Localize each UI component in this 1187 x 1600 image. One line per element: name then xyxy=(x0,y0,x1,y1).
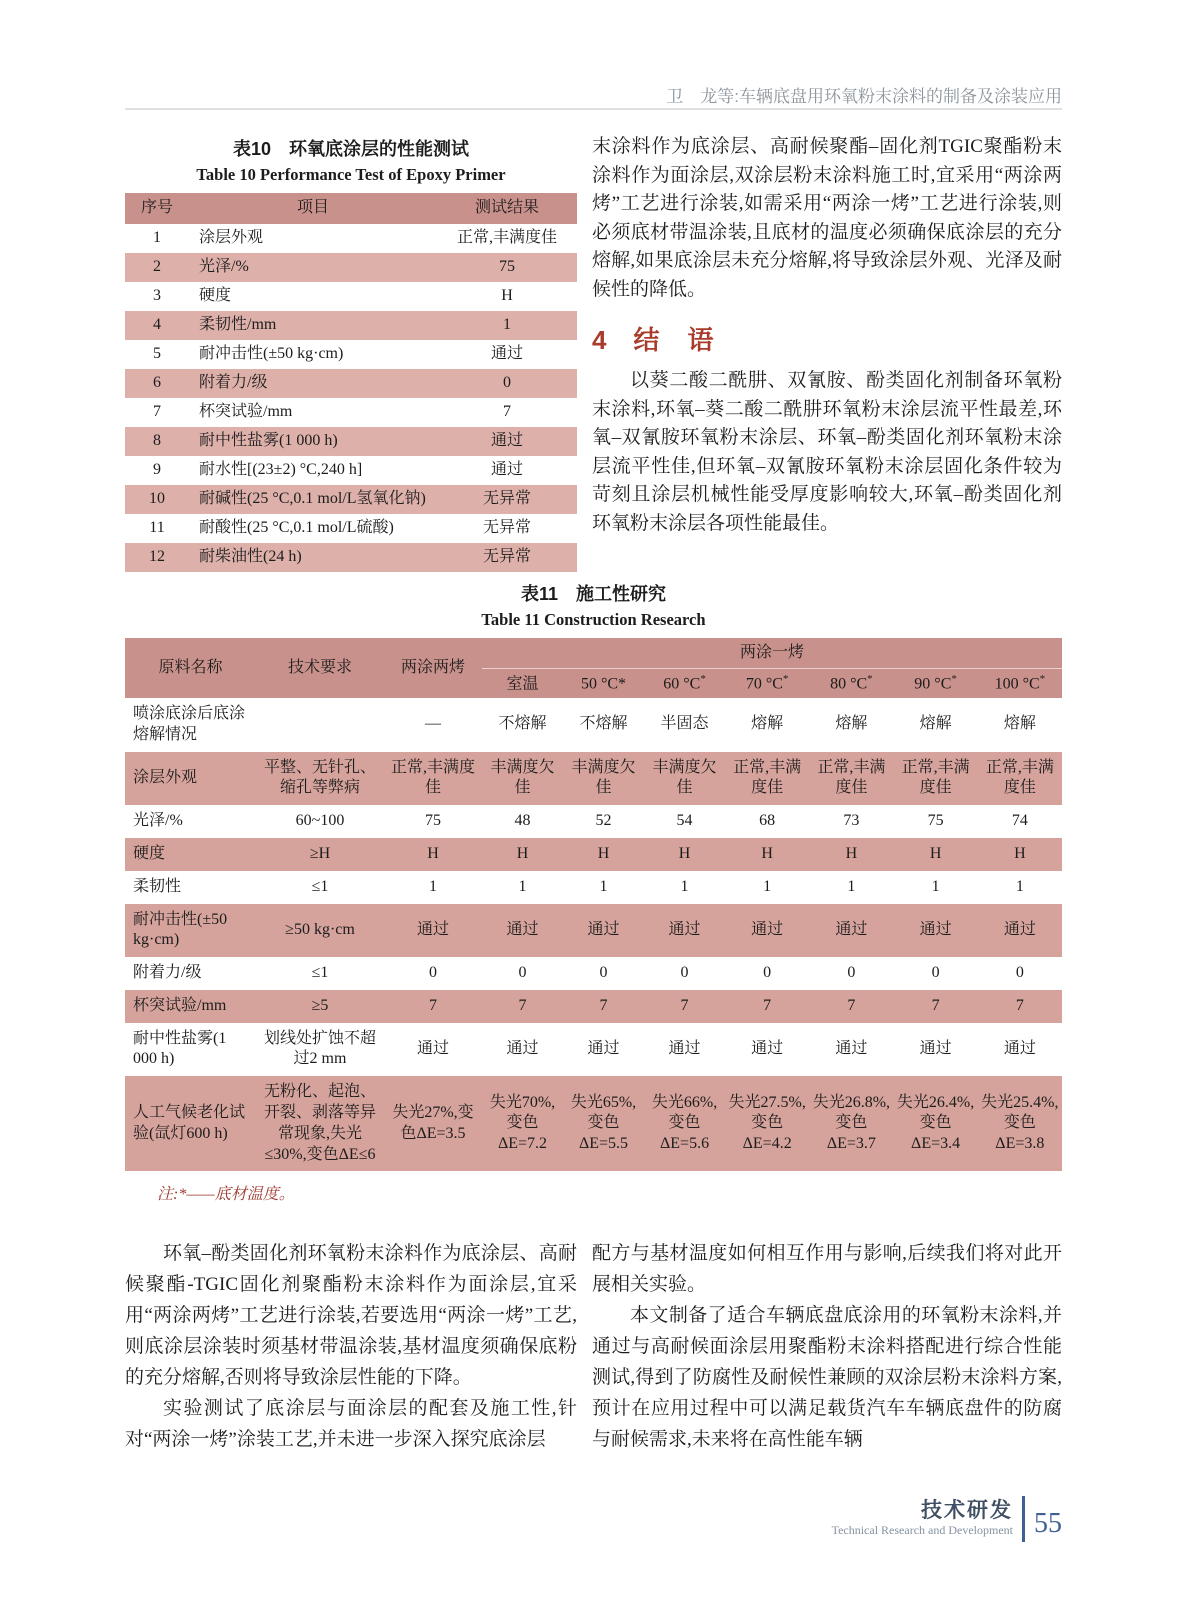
epoxy-primer-performance-table xyxy=(125,193,577,572)
table10-body xyxy=(125,224,577,572)
table-cell: 失光65%,变色ΔE=5.5 xyxy=(570,1093,637,1153)
table-cell: 耐酸性(25 °C,0.1 mol/L硫酸) xyxy=(199,519,394,537)
table-cell: 6 xyxy=(153,374,161,392)
table11-temp-70: 70 °C* xyxy=(725,668,809,698)
table-cell: — xyxy=(425,715,441,733)
table-cell: 68 xyxy=(759,812,776,830)
table11-header-row-1 xyxy=(125,638,1062,668)
table-cell: 通过 xyxy=(490,432,523,450)
table-cell xyxy=(256,698,384,752)
table-cell: 10 xyxy=(149,490,165,508)
table-cell: 熔解 xyxy=(919,715,952,733)
top-two-column-area xyxy=(125,133,1062,572)
table-cell: 柔韧性 xyxy=(133,877,182,895)
footer-section-en: Technical Research and Development xyxy=(831,1523,1013,1537)
table-cell: 7 xyxy=(1015,996,1024,1014)
continued-paragraph: 末涂料作为底涂层、高耐候聚酯–固化剂TGIC聚酯粉末涂料作为面涂层,双涂层粉末涂料施工时,宜采用“两涂两烤”工艺进行涂装,如需采用“两涂一烤”工艺进行涂装,则必须底材带温涂装,且底材的温度必须确保底涂层的充分熔解,如果底涂层未充分熔解,将导致涂层外观、光泽及耐候性的降低。 xyxy=(592,136,1062,300)
table-cell: H xyxy=(761,844,773,862)
table-cell: 73 xyxy=(843,812,860,830)
table-cell: 1 xyxy=(153,229,161,247)
table-row xyxy=(125,838,1062,871)
table-cell: 正常,丰满度佳 xyxy=(733,758,802,797)
table-cell: 光泽/% xyxy=(133,812,183,830)
table-cell: 通过 xyxy=(668,1040,701,1058)
table-row xyxy=(125,340,577,369)
table-row xyxy=(125,698,1062,752)
table-cell: 硬度 xyxy=(199,287,232,305)
table-cell: 1 xyxy=(680,877,689,895)
table-cell: 杯突试验/mm xyxy=(199,403,293,421)
table11-temp-50: 50 °C* xyxy=(563,668,644,698)
table-cell: 失光27%,变色ΔE=3.5 xyxy=(392,1104,474,1142)
table-cell: 通过 xyxy=(1003,920,1036,938)
table11-temp-80: 80 °C* xyxy=(809,668,893,698)
table-row xyxy=(125,957,1062,990)
table-cell: 60~100 xyxy=(295,812,345,830)
table-cell: 2 xyxy=(153,258,161,276)
conclusion-paragraph: 以葵二酸二酰肼、双氰胺、酚类固化剂制备环氧粉末涂料,环氧–葵二酸二酰肼环氧粉末涂层流平性最差,环氧–双氰胺环氧粉末涂层、环氧–酚类固化剂环氧粉末涂层流平性佳,但环氧–双氰胺环氧粉末涂层固化条件较为苛刻且涂层机械性能受厚度影响较大,环氧–酚类固化剂环氧粉末涂层各项性能最佳。 xyxy=(592,370,1062,534)
table-cell: 0 xyxy=(680,964,689,982)
table-row xyxy=(125,427,577,456)
table-cell: 失光27.5%,变色ΔE=4.2 xyxy=(728,1093,806,1153)
table-cell: 54 xyxy=(676,812,693,830)
table11-body xyxy=(125,698,1062,1172)
table-cell: 0 xyxy=(847,964,856,982)
table-cell: 通过 xyxy=(1003,1040,1036,1058)
table-cell: 1 xyxy=(931,877,940,895)
table-cell: 通过 xyxy=(490,345,523,363)
table-cell: ≤1 xyxy=(311,964,329,982)
table-cell: 光泽/% xyxy=(199,258,249,276)
table-cell: 4 xyxy=(153,316,161,334)
table-cell: 0 xyxy=(931,964,940,982)
table11-span-two-coat-one-bake: 两涂一烤 xyxy=(482,638,1062,668)
table-cell: ≥5 xyxy=(311,996,329,1014)
table-cell: 平整、无针孔、缩孔等弊病 xyxy=(263,758,376,797)
table-cell: 7 xyxy=(763,996,772,1014)
table-cell: 硬度 xyxy=(133,844,166,862)
table-cell: 0 xyxy=(503,374,511,392)
table-cell: 75 xyxy=(499,258,515,276)
table-cell: 7 xyxy=(429,996,437,1014)
table-cell: 1 xyxy=(599,877,608,895)
table-cell: H xyxy=(678,844,691,862)
table-cell: 正常,丰满度佳 xyxy=(456,229,557,247)
table11-col-two-coat-two-bake: 两涂两烤 xyxy=(384,638,482,698)
right-column-bottom xyxy=(592,1238,1062,1455)
footer-labels xyxy=(832,1494,1013,1538)
header-rule xyxy=(125,108,1062,110)
section-title: 结 语 xyxy=(633,325,715,355)
footer-divider-bar xyxy=(1022,1496,1025,1542)
table-row xyxy=(125,311,577,340)
table-cell: 7 xyxy=(680,996,689,1014)
table11-temp-60: 60 °C* xyxy=(644,668,725,698)
construction-research-table xyxy=(125,638,1062,1171)
table11-temp-room: 室温 xyxy=(482,668,563,698)
table-cell: 通过 xyxy=(835,920,868,938)
table-cell: H xyxy=(516,844,529,862)
table11-temp-100: 100 °C* xyxy=(978,668,1062,698)
table-cell: 熔解 xyxy=(751,715,784,733)
table-cell: 无异常 xyxy=(482,548,531,566)
table-cell: ≥H xyxy=(309,844,331,862)
left-column-bottom xyxy=(125,1238,577,1455)
table10-col-index: 序号 xyxy=(125,193,189,224)
table-cell: 1 xyxy=(1015,877,1024,895)
table-cell: ≥50 kg·cm xyxy=(285,920,355,938)
table-cell: 1 xyxy=(503,316,511,334)
table11-head xyxy=(125,638,1062,698)
section-heading xyxy=(592,320,1062,357)
table-cell: 0 xyxy=(518,964,527,982)
bottom-left-paragraph-1: 环氧–酚类固化剂环氧粉末涂料作为底涂层、高耐候聚酯-TGIC固化剂聚酯粉末涂料作为面涂层,宜采用“两涂两烤”工艺进行涂装,若要选用“两涂一烤”工艺,则底涂层涂装时须基材带温涂装,基材温度须确保底粉的充分熔解,否则将导致涂层性能的下降。 xyxy=(125,1243,577,1388)
table-row xyxy=(125,253,577,282)
section-number: 4 xyxy=(592,325,608,355)
table-cell: 通过 xyxy=(751,920,784,938)
table-cell: 通过 xyxy=(416,920,449,938)
table11-col-material: 原料名称 xyxy=(125,638,256,698)
table-cell: 1 xyxy=(518,877,527,895)
table-cell: 丰满度欠佳 xyxy=(490,758,555,797)
table-cell: 无异常 xyxy=(482,519,531,537)
table-cell: 48 xyxy=(514,812,531,830)
table-row xyxy=(125,904,1062,958)
table-cell: 1 xyxy=(763,877,772,895)
table-cell: 75 xyxy=(927,812,944,830)
table-cell: 75 xyxy=(425,812,441,830)
table-cell: 失光70%,变色ΔE=7.2 xyxy=(489,1093,556,1153)
running-head: 卫 龙等:车辆底盘用环氧粉末涂料的制备及涂装应用 xyxy=(666,87,1062,106)
table-cell: 通过 xyxy=(416,1040,449,1058)
table-cell: 正常,丰满度佳 xyxy=(390,758,475,797)
table-cell: 耐冲击性(±50 kg·cm) xyxy=(199,345,344,363)
table-cell: 耐中性盐雾(1 000 h) xyxy=(133,1029,227,1068)
table-cell: 耐中性盐雾(1 000 h) xyxy=(199,432,338,450)
table-row xyxy=(125,1076,1062,1171)
table10-header-row xyxy=(125,193,577,224)
table-cell: 1 xyxy=(429,877,437,895)
table-cell: 半固态 xyxy=(660,715,709,733)
table-cell: 8 xyxy=(153,432,161,450)
table-cell: 柔韧性/mm xyxy=(199,316,277,334)
table-cell: 7 xyxy=(931,996,940,1014)
table-cell: 熔解 xyxy=(1003,715,1036,733)
table-cell: 耐冲击性(±50 kg·cm) xyxy=(133,910,228,949)
table-cell: 无异常 xyxy=(482,490,531,508)
footer-section-cn: 技术研发 xyxy=(921,1499,1013,1522)
table-cell: 7 xyxy=(518,996,527,1014)
table-cell: 7 xyxy=(503,403,511,421)
table-row xyxy=(125,1023,1062,1077)
table-cell: 杯突试验/mm xyxy=(133,996,227,1014)
bottom-left-paragraph-2: 实验测试了底涂层与面涂层的配套及施工性,针对“两涂一烤”涂装工艺,并未进一步深入探究底涂层 xyxy=(125,1398,577,1450)
table-row xyxy=(125,224,577,253)
bottom-two-column-area xyxy=(125,1238,1062,1455)
table-cell: 通过 xyxy=(587,1040,620,1058)
table-cell: 不熔解 xyxy=(498,715,547,733)
table-cell: 74 xyxy=(1011,812,1028,830)
table-cell: ≤1 xyxy=(311,877,329,895)
table-cell: 0 xyxy=(1015,964,1024,982)
table-row xyxy=(125,369,577,398)
table10-col-result: 测试结果 xyxy=(437,193,577,224)
table-cell: 通过 xyxy=(506,920,539,938)
bottom-right-paragraph-2: 本文制备了适合车辆底盘底涂用的环氧粉末涂料,并通过与高耐候面涂层用聚酯粉末涂料搭配进行综合性能测试,得到了防腐性及耐候性兼顾的双涂层粉末涂料方案,预计在应用过程中可以满足载货汽车车辆底盘件的防腐与耐候需求,未来将在高性能车辆 xyxy=(592,1305,1062,1450)
table-cell: 3 xyxy=(153,287,161,305)
bottom-right-paragraph-1: 配方与基材温度如何相互作用与影响,后续我们将对此开展相关实验。 xyxy=(592,1243,1062,1295)
page-footer xyxy=(832,1494,1062,1542)
table-cell: 不熔解 xyxy=(579,715,628,733)
table-cell: 7 xyxy=(153,403,161,421)
table-cell: 7 xyxy=(847,996,856,1014)
right-column-top xyxy=(592,133,1062,572)
table-cell: 0 xyxy=(763,964,772,982)
table-row xyxy=(125,456,577,485)
table-cell: 12 xyxy=(149,548,165,566)
table11-title-cn: 表11 施工性研究 xyxy=(520,584,667,604)
table-cell: 11 xyxy=(149,519,165,537)
table-cell: 失光25.4%,变色ΔE=3.8 xyxy=(981,1093,1059,1153)
table-cell: 涂层外观 xyxy=(199,229,264,247)
table10-title-cn: 表10 环氧底涂层的性能测试 xyxy=(232,139,470,159)
table-row xyxy=(125,485,577,514)
table-cell: H xyxy=(929,844,942,862)
table-row xyxy=(125,514,577,543)
table-cell: 通过 xyxy=(506,1040,539,1058)
table-cell: 耐水性[(23±2) °C,240 h] xyxy=(199,461,363,479)
table11-footnote: 注:*——底材温度。 xyxy=(157,1186,295,1204)
table-cell: 0 xyxy=(599,964,608,982)
table-cell: H xyxy=(845,844,858,862)
table-cell: 通过 xyxy=(835,1040,868,1058)
table-cell: 失光26.8%,变色ΔE=3.7 xyxy=(812,1093,891,1153)
table-cell: 喷涂底涂后底涂熔解情况 xyxy=(133,704,246,743)
table-cell: 0 xyxy=(429,964,437,982)
table-cell: 5 xyxy=(153,345,161,363)
table-cell: 通过 xyxy=(490,461,523,479)
table-cell: 正常,丰满度佳 xyxy=(817,758,886,797)
table-cell: 涂层外观 xyxy=(133,768,198,786)
table-cell: 附着力/级 xyxy=(199,374,268,392)
table-cell: 1 xyxy=(847,877,856,895)
table11-title-en: Table 11 Construction Research xyxy=(481,610,706,629)
page-number: 55 xyxy=(1034,1508,1062,1539)
table10-head xyxy=(125,193,577,224)
table-cell: 通过 xyxy=(751,1040,784,1058)
table-cell: H xyxy=(501,287,513,305)
table11-temp-90: 90 °C* xyxy=(893,668,977,698)
left-column-top xyxy=(125,133,577,572)
table-cell: 正常,丰满度佳 xyxy=(901,758,970,797)
table-cell: 熔解 xyxy=(835,715,868,733)
table-cell: 划线处扩蚀不超过2 mm xyxy=(263,1029,376,1068)
table-cell: H xyxy=(427,844,439,862)
table11-col-requirement: 技术要求 xyxy=(256,638,384,698)
table-row xyxy=(125,871,1062,904)
table-cell: 无粉化、起泡、开裂、剥落等异常现象,失光≤30%,变色ΔE≤6 xyxy=(263,1083,376,1163)
table-cell: 通过 xyxy=(919,920,952,938)
table-cell: 人工气候老化试验(氙灯600 h) xyxy=(133,1104,246,1142)
table-cell: 失光66%,变色ΔE=5.6 xyxy=(651,1093,718,1153)
table-cell: 通过 xyxy=(668,920,701,938)
table-cell: 通过 xyxy=(919,1040,952,1058)
table-cell: H xyxy=(1014,844,1026,862)
table10-col-item: 项目 xyxy=(189,193,437,224)
table-cell: 通过 xyxy=(587,920,620,938)
table-row xyxy=(125,282,577,311)
table-cell: H xyxy=(597,844,610,862)
table-row xyxy=(125,752,1062,806)
table-cell: 丰满度欠佳 xyxy=(652,758,717,797)
table-cell: 52 xyxy=(595,812,612,830)
table11-block xyxy=(125,578,1062,1204)
table-cell: 正常,丰满度佳 xyxy=(985,758,1054,797)
table-cell: 7 xyxy=(599,996,608,1014)
table10-title-en: Table 10 Performance Test of Epoxy Primer xyxy=(196,165,506,184)
table-row xyxy=(125,990,1062,1023)
table-cell: 耐柴油性(24 h) xyxy=(199,548,302,566)
table-row xyxy=(125,543,577,572)
table-cell: 耐碱性(25 °C,0.1 mol/L氢氧化钠) xyxy=(199,490,426,508)
table-row xyxy=(125,398,577,427)
table-row xyxy=(125,805,1062,838)
table-cell: 丰满度欠佳 xyxy=(571,758,636,797)
table-cell: 附着力/级 xyxy=(133,964,202,982)
table-cell: 9 xyxy=(153,461,161,479)
table-cell: 失光26.4%,变色ΔE=3.4 xyxy=(896,1093,975,1153)
